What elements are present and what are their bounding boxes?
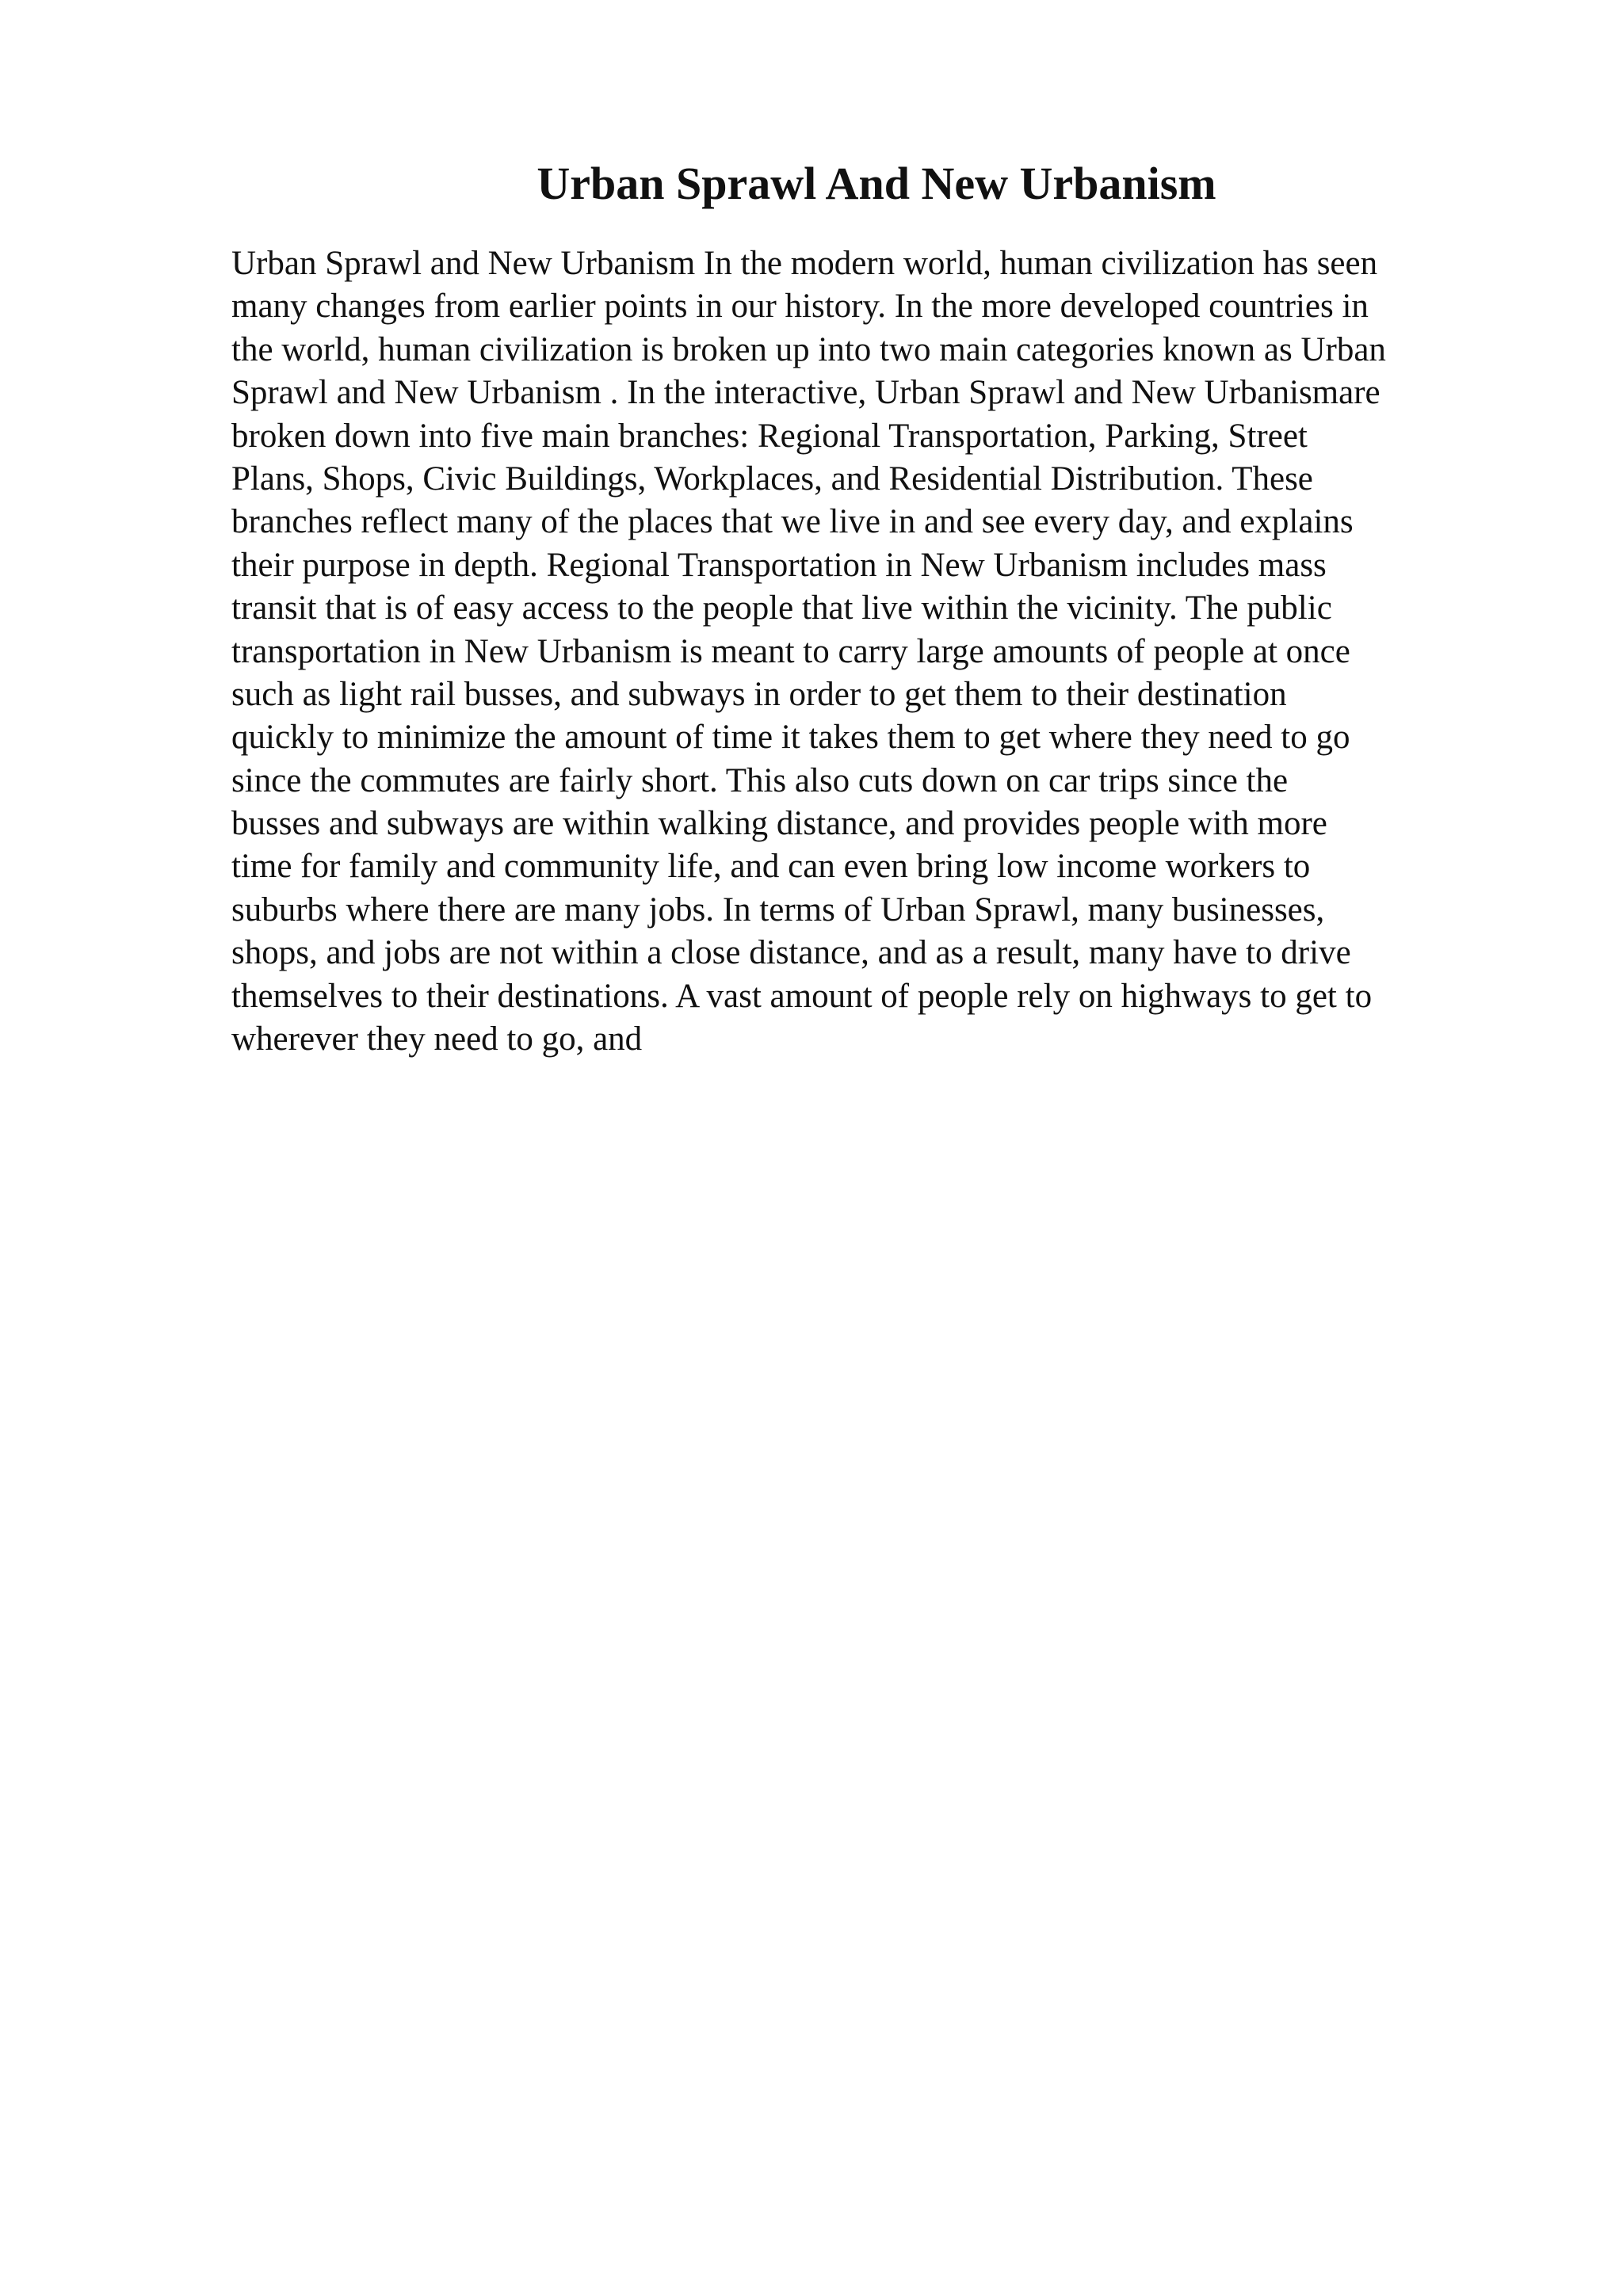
body-line: branches reflect many of the places that we live in and see every day, and explains — [231, 503, 1354, 541]
body-line: since the commutes are fairly short. This also cuts down on car trips since the — [231, 761, 1289, 799]
document-body — [231, 242, 1499, 1061]
document-title: Urban Sprawl And New Urbanism — [537, 158, 1216, 209]
body-line: Urban Sprawl and New Urbanism In the modern world, human civilization has seen — [231, 245, 1378, 282]
body-line: Plans, Shops, Civic Buildings, Workplaces, and Residential Distribution. These — [231, 460, 1313, 498]
body-line: their purpose in depth. Regional Transportation in New Urbanism includes mass — [231, 546, 1327, 584]
body-line: quickly to minimize the amount of time it takes them to get where they need to go — [231, 719, 1350, 757]
body-line: shops, and jobs are not within a close distance, and as a result, many have to drive — [231, 934, 1351, 972]
body-line: transportation in New Urbanism is meant to carry large amounts of people at once — [231, 632, 1350, 670]
body-line: themselves to their destinations. A vast amount of people rely on highways to get to — [231, 977, 1373, 1015]
body-line: Sprawl and New Urbanism . In the interactive, Urban Sprawl and New Urbanismare — [231, 374, 1381, 412]
body-line: such as light rail busses, and subways in order to get them to their destination — [231, 675, 1287, 713]
body-line: transit that is of easy access to the people that live within the vicinity. The public — [231, 589, 1332, 627]
body-line: wherever they need to go, and — [231, 1020, 643, 1058]
body-line: suburbs where there are many jobs. In terms of Urban Sprawl, many businesses, — [231, 891, 1325, 929]
body-line: broken down into five main branches: Regional Transportation, Parking, Street — [231, 417, 1308, 455]
body-line: the world, human civilization is broken up into two main categories known as Urban — [231, 330, 1386, 368]
body-line: busses and subways are within walking distance, and provides people with more — [231, 805, 1327, 843]
body-line: many changes from earlier points in our history. In the more developed countries in — [231, 288, 1369, 326]
body-line: time for family and community life, and can even bring low income workers to — [231, 848, 1311, 886]
